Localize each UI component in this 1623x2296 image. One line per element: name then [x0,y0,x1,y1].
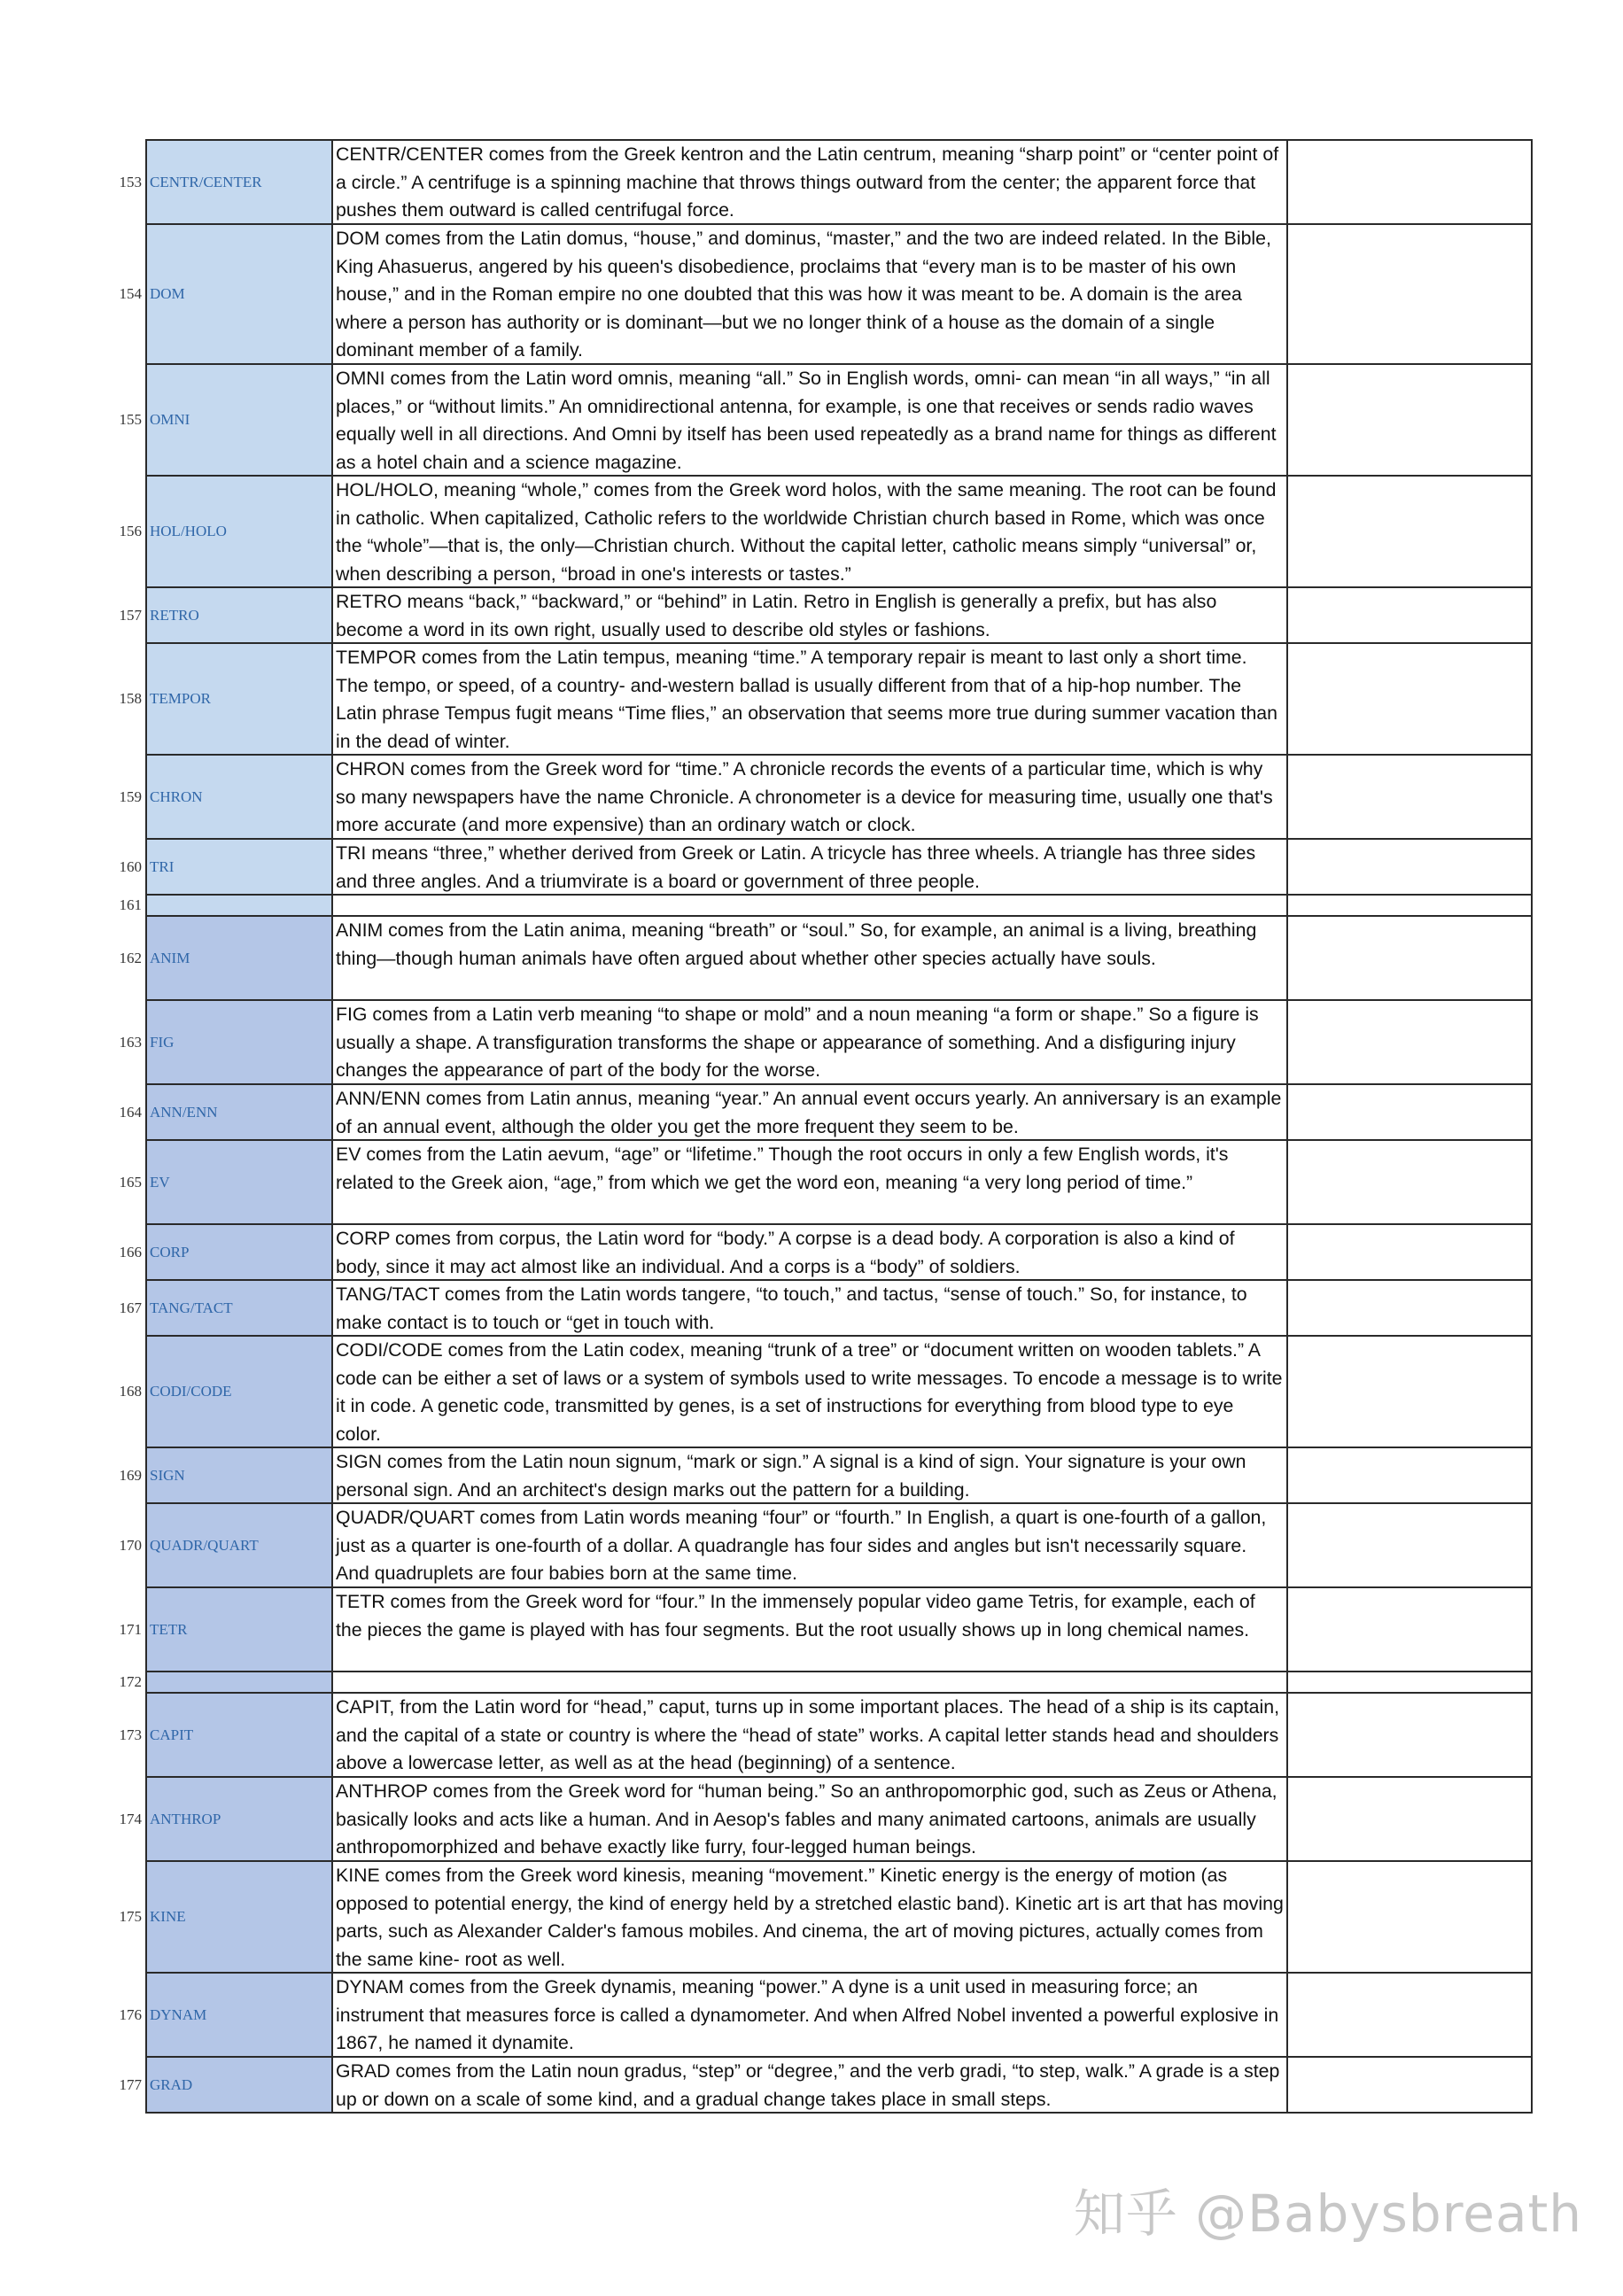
empty-cell [1286,139,1533,225]
row-number: 165 [119,1173,142,1191]
root-cell: GRAD [145,2056,333,2114]
row-number: 170 [119,1536,142,1554]
definition-cell: OMNI comes from the Latin word omnis, meaning “all.” So in English words, omni- can mean “in all ways,” “in all places,” or “without limits.” An omnidirectional antenna, for example, is one that receives or sends radio waves equally well in all directions. And Omni by itself has been used repeatedly as a brand name for things as different as a hotel chain and a science magazine. [331,363,1288,477]
table-row [96,2056,1531,2114]
empty-cell [1286,1776,1533,1862]
table-row [96,1502,1531,1588]
empty-cell [1286,475,1533,588]
definition-cell: QUADR/QUART comes from Latin words meaning “four” or “fourth.” In English, a quart is one-fourth of a gallon, just as a quarter is one-fourth of a dollar. A quadrangle has four sides and angles but isn't necessarily square. And quadruplets are four babies born at the same time. [331,1502,1288,1588]
empty-cell [1286,1692,1533,1778]
table-row [96,1447,1531,1504]
definition-cell: HOL/HOLO, meaning “whole,” comes from the Greek word holos, with the same meaning. The root can be found in catholic. When capitalized, Catholic refers to the worldwide Christian church based in Rome, which was once the “whole”—that is, the only—Christian church. Without the capital letter, catholic means simply “universal” or, when describing a person, “broad in one's interests or tastes.” [331,475,1288,588]
definition-cell: FIG comes from a Latin verb meaning “to shape or mold” and a noun meaning “a form or shape.” So a figure is usually a shape. A transfiguration transforms the shape or appearance of something. And a disfiguring injury changes the appearance of part of the body for the worse. [331,999,1288,1085]
empty-cell [1286,894,1533,917]
definition-cell [331,894,1288,917]
root-cell: TRI [145,838,333,896]
row-number: 155 [119,411,142,428]
row-number: 156 [119,523,142,539]
definition-cell: TRI means “three,” whether derived from Greek or Latin. A tricycle has three wheels. A triangle has three sides and three angles. And a triumvirate is a board or government of three people. [331,838,1288,896]
root-cell: FIG [145,999,333,1085]
root-cell: ANIM [145,915,333,1001]
table-row [96,1139,1531,1225]
row-number: 162 [119,949,142,966]
empty-cell [1286,1671,1533,1694]
root-cell: HOL/HOLO [145,475,333,588]
row-number: 169 [119,1466,142,1484]
root-cell: RETRO [145,586,333,644]
root-cell: CHRON [145,754,333,840]
empty-cell [1286,1447,1533,1504]
definition-cell [331,1671,1288,1694]
table-row [96,1223,1531,1281]
row-number: 159 [119,787,142,805]
table-row [96,642,1531,756]
table-row [96,999,1531,1085]
definition-cell: SIGN comes from the Latin noun signum, “mark or sign.” A signal is a kind of sign. Your signature is your own personal sign. And an architect's design marks out the pattern for a building. [331,1447,1288,1504]
row-number: 172 [119,1673,142,1690]
root-cell: ANN/ENN [145,1083,333,1141]
empty-cell [1286,1860,1533,1974]
row-number: 154 [119,285,142,302]
table-row [96,1692,1531,1778]
root-cell: TANG/TACT [145,1279,333,1337]
definition-cell: TEMPOR comes from the Latin tempus, meaning “time.” A temporary repair is meant to last only a short time. The tempo, or speed, of a country- and-western ballad is usually different from that of a hip-hop number. The Latin phrase Tempus fugit means “Time flies,” an observation that seems more true during summer vacation than in the dead of winter. [331,642,1288,756]
table-row [96,139,1531,225]
table-row [96,915,1531,1001]
definition-cell: ANIM comes from the Latin anima, meaning “breath” or “soul.” So, for example, an animal is a living, breathing thing—though human animals have often argued about whether other species actually have souls. [331,915,1288,1001]
empty-cell [1286,1223,1533,1281]
table-row [96,223,1531,365]
definition-cell: ANTHROP comes from the Greek word for “human being.” So an anthropomorphic god, such as Zeus or Athena, basically looks and acts like a human. And in Aesop's fables and many animated cartoons, animals are usually anthropomorphized and behave exactly like furry, four-legged human beings. [331,1776,1288,1862]
row-number: 163 [119,1033,142,1051]
empty-cell [1286,1586,1533,1672]
definition-cell: CORP comes from corpus, the Latin word for “body.” A corpse is a dead body. A corporation is also a kind of body, since it may act almost like an individual. And a corps is a “body” of soldiers. [331,1223,1288,1281]
table-row [96,1972,1531,2058]
row-number: 177 [119,2075,142,2093]
empty-cell [1286,642,1533,756]
root-cell: EV [145,1139,333,1225]
row-number: 175 [119,1908,142,1925]
row-number: 164 [119,1103,142,1121]
row-number: 176 [119,2005,142,2023]
row-number: 173 [119,1726,142,1743]
root-cell: KINE [145,1860,333,1974]
definition-cell: KINE comes from the Greek word kinesis, meaning “movement.” Kinetic energy is the energy of motion (as opposed to potential energy, the kind of energy held by a stretched elastic band). Kinetic art is art that has moving parts, such as Alexander Calder's famous mobiles. And cinema, the art of moving pictures, actually comes from the same kine- root as well. [331,1860,1288,1974]
definition-cell: ANN/ENN comes from Latin annus, meaning “year.” An annual event occurs yearly. An anniversary is an example of an annual event, although the older you get the more frequent they seem to be. [331,1083,1288,1141]
watermark: 知乎 @Babysbreath [1073,2184,1582,2244]
row-number: 171 [119,1620,142,1638]
root-cell: CAPIT [145,1692,333,1778]
empty-cell [1286,754,1533,840]
empty-cell [1286,1972,1533,2058]
table-row [96,1083,1531,1141]
empty-cell [1286,223,1533,365]
definition-cell: EV comes from the Latin aevum, “age” or “lifetime.” Though the root occurs in only a few English words, it's related to the Greek aion, “age,” from which we get the word eon, meaning “a very long period of time.” [331,1139,1288,1225]
empty-cell [1286,915,1533,1001]
row-number: 158 [119,690,142,707]
empty-cell [1286,2056,1533,2114]
table-row [96,1335,1531,1448]
root-cell: OMNI [145,363,333,477]
table-row [96,363,1531,477]
table-row [96,1671,1531,1694]
row-number: 157 [119,606,142,624]
empty-cell [1286,363,1533,477]
empty-cell [1286,838,1533,896]
root-cell: ANTHROP [145,1776,333,1862]
row-number: 166 [119,1243,142,1260]
root-cell: TEMPOR [145,642,333,756]
definition-cell: CODI/CODE comes from the Latin codex, meaning “trunk of a tree” or “document written on wooden tablets.” A code can be either a set of laws or a system of symbols used to write messages. To encode a message is to write it in code. A genetic code, transmitted by genes, is a set of instructions for everything from blood type to eye color. [331,1335,1288,1448]
row-number: 160 [119,857,142,875]
table-row [96,1776,1531,1862]
definition-cell: DYNAM comes from the Greek dynamis, meaning “power.” A dyne is a unit used in measuring force; an instrument that measures force is called a dynamometer. And when Alfred Nobel invented a powerful explosive in 1867, he named it dynamite. [331,1972,1288,2058]
empty-cell [1286,1335,1533,1448]
root-cell: TETR [145,1586,333,1672]
table-row [96,838,1531,896]
definition-cell: TANG/TACT comes from the Latin words tangere, “to touch,” and tactus, “sense of touch.” So, for instance, to make contact is to touch or “get in touch with. [331,1279,1288,1337]
root-cell: QUADR/QUART [145,1502,333,1588]
root-cell [145,1671,333,1694]
definition-cell: CAPIT, from the Latin word for “head,” caput, turns up in some important places. The head of a ship is its captain, and the capital of a state or country is where the “head of state” works. A capital letter stands head and shoulders above a lowercase letter, as well as at the head (beginning) of a sentence. [331,1692,1288,1778]
root-cell [145,894,333,917]
table-row [96,1279,1531,1337]
empty-cell [1286,999,1533,1085]
empty-cell [1286,586,1533,644]
definition-cell: CENTR/CENTER comes from the Greek kentron and the Latin centrum, meaning “sharp point” or “center point of a circle.” A centrifuge is a spinning machine that throws things outward from the center; the apparent force that pushes them outward is called centrifugal force. [331,139,1288,225]
root-cell: SIGN [145,1447,333,1504]
table-row [96,475,1531,588]
root-cell: CODI/CODE [145,1335,333,1448]
root-cell: CORP [145,1223,333,1281]
root-cell: DYNAM [145,1972,333,2058]
empty-cell [1286,1279,1533,1337]
table-row [96,894,1531,917]
row-number: 168 [119,1383,142,1400]
row-number: 167 [119,1299,142,1316]
table-row [96,586,1531,644]
row-number: 153 [119,173,142,190]
definition-cell: TETR comes from the Greek word for “four.” In the immensely popular video game Tetris, for example, each of the pieces the game is played with has four segments. But the root usually shows up in long chemical names. [331,1586,1288,1672]
table-row [96,754,1531,840]
empty-cell [1286,1083,1533,1141]
definition-cell: DOM comes from the Latin domus, “house,” and dominus, “master,” and the two are indeed related. In the Bible, King Ahasuerus, angered by his queen's disobedience, proclaims that “every man is to be master of his own house,” and in the Roman empire no one doubted that this was how it was meant to be. A domain is the area where a person has authority or is dominant—but we no longer think of a house as the domain of a single dominant member of a family. [331,223,1288,365]
empty-cell [1286,1502,1533,1588]
row-number: 161 [119,896,142,913]
definition-cell: RETRO means “back,” “backward,” or “behind” in Latin. Retro in English is generally a prefix, but has also become a word in its own right, usually used to describe old styles or fashions. [331,586,1288,644]
definition-cell: CHRON comes from the Greek word for “time.” A chronicle records the events of a particular time, which is why so many newspapers have the name Chronicle. A chronometer is a device for measuring time, usually one that's more accurate (and more expensive) than an ordinary watch or clock. [331,754,1288,840]
table-row [96,1586,1531,1672]
empty-cell [1286,1139,1533,1225]
row-number: 174 [119,1810,142,1827]
root-cell: CENTR/CENTER [145,139,333,225]
table-row [96,1860,1531,1974]
root-cell: DOM [145,223,333,365]
definition-cell: GRAD comes from the Latin noun gradus, “step” or “degree,” and the verb gradi, “to step, walk.” A grade is a step up or down on a scale of some kind, and a gradual change takes place in small steps. [331,2056,1288,2114]
